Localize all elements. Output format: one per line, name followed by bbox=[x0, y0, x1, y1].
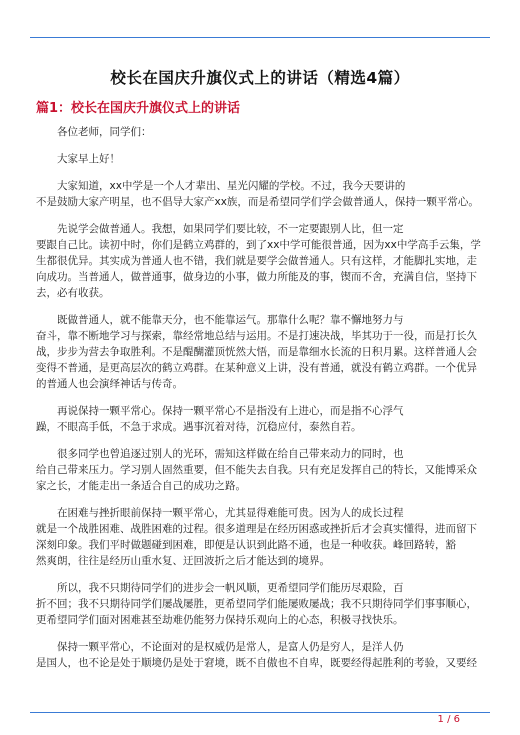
text-line: 保持一颗平常心，不论面对的是权威仍是常人，是富人仍是穷人，是洋人仍 bbox=[57, 641, 404, 653]
document-body bbox=[36, 124, 490, 682]
text-line: 很多同学也曾追逐过别人的光环，需知这样做在给自己带来动力的同时，也 bbox=[57, 448, 404, 460]
paragraph bbox=[36, 580, 490, 628]
paragraph bbox=[36, 124, 490, 140]
text-line: 折不回；我不只期待同学们屡战屡胜，更希望同学们能屡败屡战；我不只期待同学们事事顺心， bbox=[36, 598, 477, 610]
text-line: 要跟自己比。读初中时，你们是鹤立鸡群的，到了xx中学可能很普通，因为xx中学高手云集，学 bbox=[36, 239, 481, 251]
text-line: 躁，不眼高手低，不急于求成。遇事沉着对待，沉稳应付，泰然自若。 bbox=[36, 421, 362, 433]
header-rule bbox=[30, 37, 490, 38]
text-line: 既做普通人，就不能靠天分，也不能靠运气。那靠什么呢？靠不懈地努力与 bbox=[57, 314, 404, 326]
text-line: 各位老师，同学们： bbox=[57, 126, 152, 138]
text-line: 再说保持一颗平常心。保持一颗平常心不是指没有上进心，而是指不心浮气 bbox=[57, 405, 404, 417]
section-heading: 篇1：校长在国庆升旗仪式上的讲话 bbox=[36, 101, 241, 116]
paragraph bbox=[36, 312, 490, 392]
text-line: 所以，我不只期待同学们的进步会一帆风顺，更希望同学们能历尽艰险，百 bbox=[57, 582, 404, 594]
paragraph bbox=[36, 151, 490, 167]
footer-rule bbox=[30, 712, 490, 713]
text-line: 更希望同学们面对困难甚至劫难仍能努力保持乐观向上的心态，积极寻找快乐。 bbox=[36, 614, 404, 626]
text-line: 奋斗，靠不断地学习与探索，靠经常地总结与运用。不是打速决战，毕其功于一役，而是打长久 bbox=[36, 330, 477, 342]
text-line: 大家知道，xx中学是一个人才辈出、星光闪耀的学校。不过，我今天要讲的 bbox=[57, 180, 406, 192]
text-line: 不是鼓励大家产明星，也不倡导大家产xx族，而是希望同学们学会做普通人，保持一颗平常心。 bbox=[36, 196, 479, 208]
paragraph bbox=[36, 221, 490, 301]
text-line: 给自己带来压力。学习别人固然重要，但不能失去自我。只有充足发挥自己的特长，又能博采众 bbox=[36, 464, 477, 476]
text-line: 大家早上好！ bbox=[57, 153, 120, 165]
text-line: 的普通人也会演绎神话与传奇。 bbox=[36, 378, 183, 390]
page-number: 1 / 6 bbox=[437, 714, 460, 725]
text-line: 先说学会做普通人。我想，如果同学们要比较，不一定要跟别人比，但一定 bbox=[57, 223, 404, 235]
paragraph bbox=[36, 505, 490, 569]
paragraph bbox=[36, 446, 490, 494]
text-line: 向成功。当普通人，做普通事，做身边的小事，做力所能及的事，锲而不舍，充满自信，坚持下 bbox=[36, 271, 477, 283]
text-line: 深刻印象。我们平时做题碰到困难，即便是认识到此路不通，也是一种收获。峰回路转，豁 bbox=[36, 539, 456, 551]
paragraph bbox=[36, 639, 490, 671]
text-line: 去，必有收获。 bbox=[36, 287, 110, 299]
paragraph bbox=[36, 178, 490, 210]
text-line: 战，步步为营去争取胜利。不是醍醐灌顶恍然大悟，而是靠细水长流的日积月累。这样普通人会 bbox=[36, 346, 477, 358]
text-line: 在困难与挫折眼前保持一颗平常心，尤其显得难能可贵。因为人的成长过程 bbox=[57, 507, 404, 519]
text-line: 就是一个战胜困难、战胜困难的过程。很多道理是在经历困惑或挫折后才会真实懂得，进而留下 bbox=[36, 523, 477, 535]
text-line: 生都很优异。其实成为普通人也不错，我们就是要学会做普通人。只有这样，才能脚扎实地，走 bbox=[36, 255, 477, 267]
text-line: 是国人，也不论是处于顺境仍是处于窘境，既不自傲也不自卑，既要经得起胜利的考验，又要经 bbox=[36, 657, 477, 669]
text-line: 家之长，才能走出一条适合自己的成功之路。 bbox=[36, 480, 246, 492]
paragraph bbox=[36, 403, 490, 435]
document-title: 校长在国庆升旗仪式上的讲话（精选4篇） bbox=[110, 69, 410, 87]
text-line: 然爽朗，往往是经历山重水复、迂回波折之后才能达到的境界。 bbox=[36, 555, 330, 567]
text-line: 变得不普通，是更高层次的鹤立鸡群。在某种意义上讲，没有普通，就没有鹤立鸡群。一个优异 bbox=[36, 362, 477, 374]
